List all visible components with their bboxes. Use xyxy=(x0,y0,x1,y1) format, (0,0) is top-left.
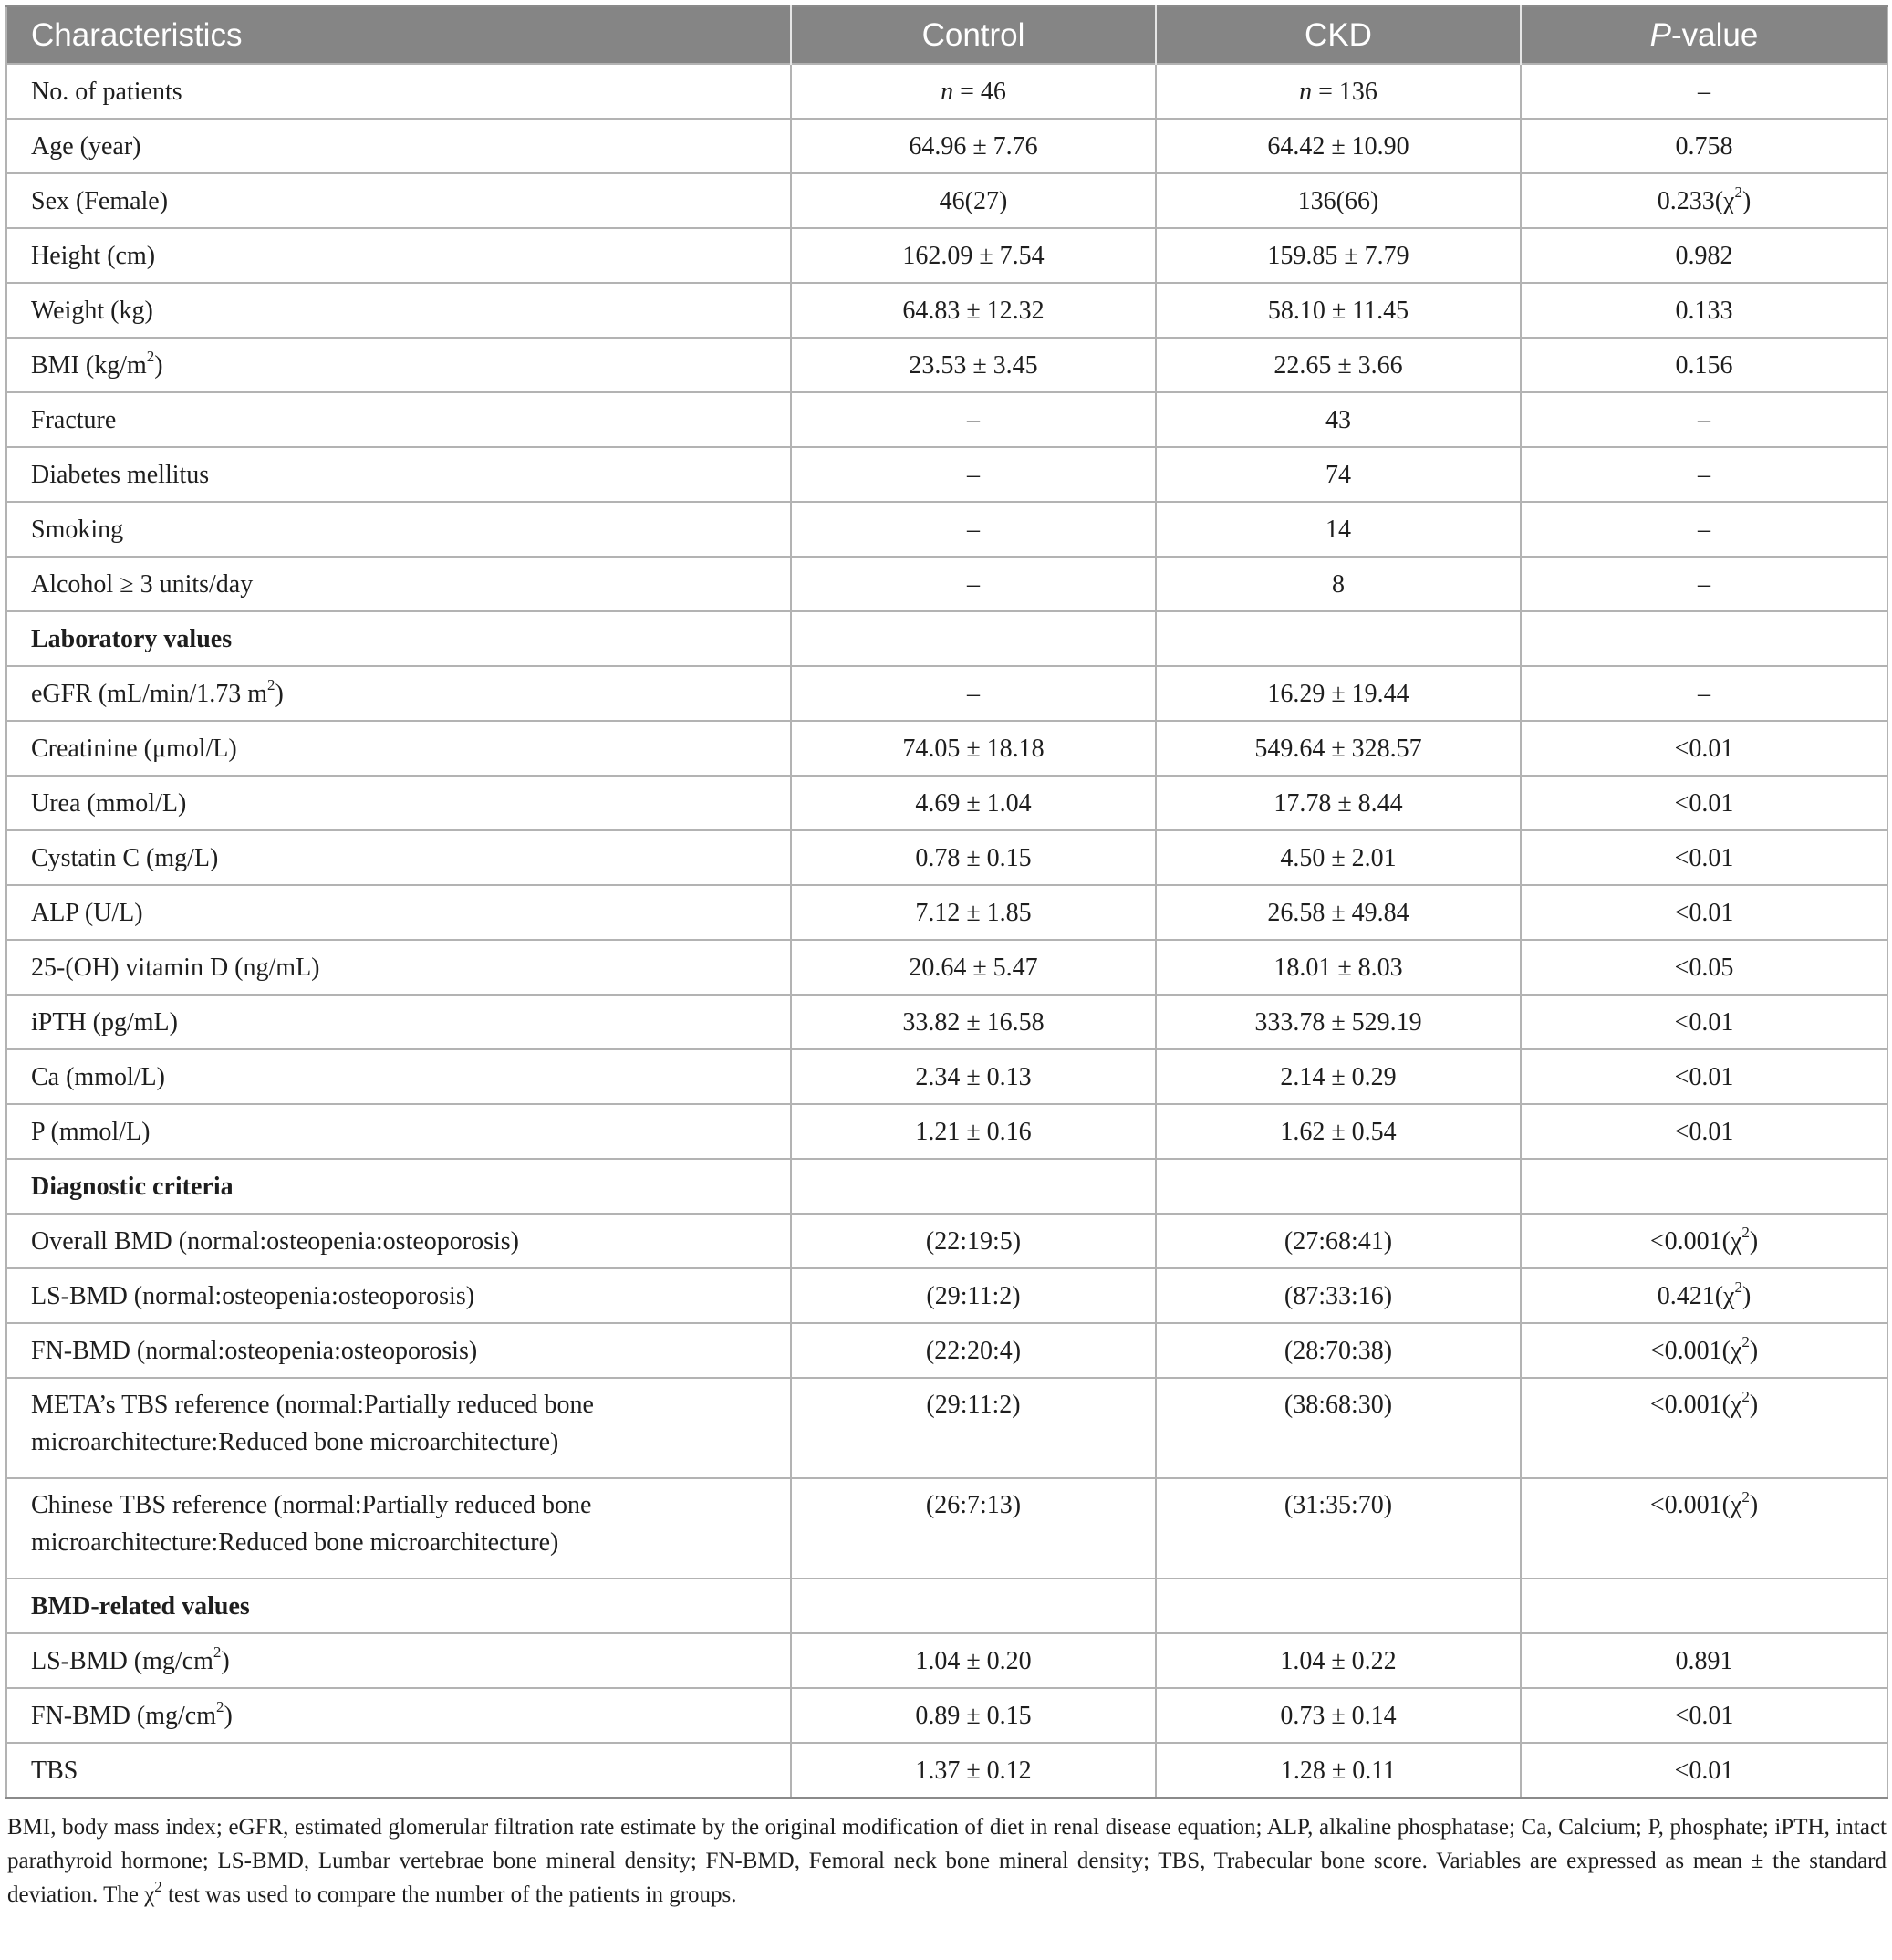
p-value: $<0.001(\chi^2)$ xyxy=(1521,1478,1887,1579)
table-row xyxy=(6,392,1887,447)
p-value: <0.01 xyxy=(1521,1104,1887,1159)
control-value: – xyxy=(791,392,1156,447)
table-row xyxy=(6,1743,1887,1798)
row-label: P (mmol/L) xyxy=(6,1104,791,1159)
p-value: $0.233(\chi^2)$ xyxy=(1521,173,1887,228)
row-label: LS-BMD (normal:osteopenia:osteoporosis) xyxy=(6,1268,791,1323)
row-label: Smoking xyxy=(6,502,791,557)
p-value: <0.05 xyxy=(1521,940,1887,995)
row-label: 25-(OH) vitamin D (ng/mL) xyxy=(6,940,791,995)
control-value: 64.83 ± 12.32 xyxy=(791,283,1156,338)
table-row xyxy=(6,940,1887,995)
p-value: <0.01 xyxy=(1521,1743,1887,1798)
control-value: 1.21 ± 0.16 xyxy=(791,1104,1156,1159)
ckd-value: 1.28 ± 0.11 xyxy=(1156,1743,1521,1798)
ckd-value xyxy=(1156,1159,1521,1214)
ckd-value: 22.65 ± 3.66 xyxy=(1156,338,1521,392)
row-label: Sex (Female) xyxy=(6,173,791,228)
row-label: TBS xyxy=(6,1743,791,1798)
table-row xyxy=(6,447,1887,502)
p-value: $<0.001(\chi^2)$ xyxy=(1521,1214,1887,1268)
p-value: $<0.001(\chi^2)$ xyxy=(1521,1378,1887,1478)
ckd-value: 136(66) xyxy=(1156,173,1521,228)
ckd-value: 58.10 ± 11.45 xyxy=(1156,283,1521,338)
control-value: 23.53 ± 3.45 xyxy=(791,338,1156,392)
row-label: Height (cm) xyxy=(6,228,791,283)
p-value: – xyxy=(1521,447,1887,502)
control-value xyxy=(791,1159,1156,1214)
ckd-value: 43 xyxy=(1156,392,1521,447)
ckd-value: (31:35:70) xyxy=(1156,1478,1521,1579)
control-value: (26:7:13) xyxy=(791,1478,1156,1579)
p-value: 0.133 xyxy=(1521,283,1887,338)
control-value: 7.12 ± 1.85 xyxy=(791,885,1156,940)
p-value: <0.01 xyxy=(1521,830,1887,885)
table-row xyxy=(6,1268,1887,1323)
ckd-value: 549.64 ± 328.57 xyxy=(1156,721,1521,776)
row-label: Weight (kg) xyxy=(6,283,791,338)
control-value: 20.64 ± 5.47 xyxy=(791,940,1156,995)
row-label: Laboratory values xyxy=(6,611,791,666)
ckd-value: (27:68:41) xyxy=(1156,1214,1521,1268)
row-label: Alcohol ≥ 3 units/day xyxy=(6,557,791,611)
table-row xyxy=(6,1378,1887,1478)
document xyxy=(5,5,1887,1912)
control-value: 1.37 ± 0.12 xyxy=(791,1743,1156,1798)
p-value xyxy=(1521,611,1887,666)
table-row xyxy=(6,1104,1887,1159)
p-value: 0.758 xyxy=(1521,119,1887,173)
row-label: Ca (mmol/L) xyxy=(6,1049,791,1104)
row-label: Fracture xyxy=(6,392,791,447)
table-row xyxy=(6,830,1887,885)
table-row xyxy=(6,1049,1887,1104)
table-row xyxy=(6,502,1887,557)
control-value: 2.34 ± 0.13 xyxy=(791,1049,1156,1104)
control-value: 46(27) xyxy=(791,173,1156,228)
table-row xyxy=(6,1633,1887,1688)
ckd-value xyxy=(1156,611,1521,666)
ckd-value: 159.85 ± 7.79 xyxy=(1156,228,1521,283)
control-value: – xyxy=(791,557,1156,611)
ckd-value: 333.78 ± 529.19 xyxy=(1156,995,1521,1049)
p-value: 0.982 xyxy=(1521,228,1887,283)
table-row xyxy=(6,776,1887,830)
p-value: <0.01 xyxy=(1521,1688,1887,1743)
table-row xyxy=(6,1214,1887,1268)
table-row xyxy=(6,338,1887,392)
ckd-value: 4.50 ± 2.01 xyxy=(1156,830,1521,885)
control-value: (22:19:5) xyxy=(791,1214,1156,1268)
p-value: – xyxy=(1521,666,1887,721)
p-value: <0.01 xyxy=(1521,885,1887,940)
p-value: 0.156 xyxy=(1521,338,1887,392)
row-label: BMI $(kg/m^2)$ xyxy=(6,338,791,392)
ckd-value xyxy=(1156,1579,1521,1633)
p-value: $<0.001(\chi^2)$ xyxy=(1521,1323,1887,1378)
ckd-value: 17.78 ± 8.44 xyxy=(1156,776,1521,830)
row-label: FN-BMD $(mg/cm^2)$ xyxy=(6,1688,791,1743)
row-label: Overall BMD (normal:osteopenia:osteoporosis) xyxy=(6,1214,791,1268)
table-row xyxy=(6,283,1887,338)
row-label: Diabetes mellitus xyxy=(6,447,791,502)
ckd-value: 64.42 ± 10.90 xyxy=(1156,119,1521,173)
control-value: (29:11:2) xyxy=(791,1378,1156,1478)
table-row xyxy=(6,228,1887,283)
ckd-value: 18.01 ± 8.03 xyxy=(1156,940,1521,995)
control-value: 4.69 ± 1.04 xyxy=(791,776,1156,830)
row-label: BMD-related values xyxy=(6,1579,791,1633)
p-value: $0.421(\chi^2)$ xyxy=(1521,1268,1887,1323)
control-value: n = 46 xyxy=(791,64,1156,119)
row-label: Diagnostic criteria xyxy=(6,1159,791,1214)
p-value: <0.01 xyxy=(1521,776,1887,830)
control-value: 64.96 ± 7.76 xyxy=(791,119,1156,173)
section-row xyxy=(6,1159,1887,1214)
p-value: 0.891 xyxy=(1521,1633,1887,1688)
ckd-value: (38:68:30) xyxy=(1156,1378,1521,1478)
control-value: – xyxy=(791,666,1156,721)
ckd-value: 1.04 ± 0.22 xyxy=(1156,1633,1521,1688)
p-value xyxy=(1521,1579,1887,1633)
p-value: <0.01 xyxy=(1521,995,1887,1049)
control-value: – xyxy=(791,447,1156,502)
control-value xyxy=(791,1579,1156,1633)
header-control: Control xyxy=(791,6,1156,64)
ckd-value: n = 136 xyxy=(1156,64,1521,119)
row-label: ALP (U/L) xyxy=(6,885,791,940)
section-row xyxy=(6,1579,1887,1633)
header-characteristics: Characteristics xyxy=(6,6,791,64)
row-label: META’s TBS reference (normal:Partially reduced bone microarchitecture:Reduced bone microarchitecture) xyxy=(6,1378,791,1478)
row-label: Chinese TBS reference (normal:Partially reduced bone microarchitecture:Reduced bone microarchitecture) xyxy=(6,1478,791,1579)
ckd-value: (28:70:38) xyxy=(1156,1323,1521,1378)
row-label: eGFR (mL/min/1.73 $m^2$) xyxy=(6,666,791,721)
ckd-value: 74 xyxy=(1156,447,1521,502)
table-body xyxy=(6,64,1887,1798)
control-value: 162.09 ± 7.54 xyxy=(791,228,1156,283)
ckd-value: (87:33:16) xyxy=(1156,1268,1521,1323)
control-value: 0.89 ± 0.15 xyxy=(791,1688,1156,1743)
header-p-value: P-value xyxy=(1521,6,1887,64)
table-row xyxy=(6,995,1887,1049)
table-row xyxy=(6,885,1887,940)
p-value: – xyxy=(1521,502,1887,557)
control-value: 74.05 ± 18.18 xyxy=(791,721,1156,776)
control-value: (22:20:4) xyxy=(791,1323,1156,1378)
table-row xyxy=(6,119,1887,173)
table-row xyxy=(6,557,1887,611)
row-label: Urea (mmol/L) xyxy=(6,776,791,830)
row-label: Creatinine (μmol/L) xyxy=(6,721,791,776)
row-label: Cystatin C (mg/L) xyxy=(6,830,791,885)
ckd-value: 14 xyxy=(1156,502,1521,557)
p-value: – xyxy=(1521,392,1887,447)
p-value: <0.01 xyxy=(1521,1049,1887,1104)
row-label: iPTH (pg/mL) xyxy=(6,995,791,1049)
ckd-value: 8 xyxy=(1156,557,1521,611)
row-label: FN-BMD (normal:osteopenia:osteoporosis) xyxy=(6,1323,791,1378)
table-row xyxy=(6,1688,1887,1743)
ckd-value: 0.73 ± 0.14 xyxy=(1156,1688,1521,1743)
characteristics-table xyxy=(5,5,1888,1799)
ckd-value: 16.29 ± 19.44 xyxy=(1156,666,1521,721)
p-value: – xyxy=(1521,557,1887,611)
control-value xyxy=(791,611,1156,666)
table-row xyxy=(6,1478,1887,1579)
ckd-value: 1.62 ± 0.54 xyxy=(1156,1104,1521,1159)
table-row xyxy=(6,64,1887,119)
row-label: Age (year) xyxy=(6,119,791,173)
table-footnote: BMI, body mass index; eGFR, estimated glomerular filtration rate estimate by the original modification of diet in renal disease equation; ALP, alkaline phosphatase; Ca, Calcium; P, phosphate; iPTH, intact parathyroid hormone; LS-BMD, Lumbar vertebrae bone mineral density; FN-BMD, Femoral neck bone mineral density; TBS, Trabecular bone score. Variables are expressed as mean ± the standard deviation. The $\chi^2$ test was used to compare the number of the patients in groups. xyxy=(7,1815,1887,1907)
table-row xyxy=(6,173,1887,228)
p-value: – xyxy=(1521,64,1887,119)
table-row xyxy=(6,1323,1887,1378)
section-row xyxy=(6,611,1887,666)
p-value: <0.01 xyxy=(1521,721,1887,776)
row-label: LS-BMD $(mg/cm^2)$ xyxy=(6,1633,791,1688)
p-value xyxy=(1521,1159,1887,1214)
ckd-value: 26.58 ± 49.84 xyxy=(1156,885,1521,940)
row-label: No. of patients xyxy=(6,64,791,119)
control-value: 1.04 ± 0.20 xyxy=(791,1633,1156,1688)
table-row xyxy=(6,721,1887,776)
control-value: 0.78 ± 0.15 xyxy=(791,830,1156,885)
control-value: (29:11:2) xyxy=(791,1268,1156,1323)
header-ckd: CKD xyxy=(1156,6,1521,64)
table-header-row xyxy=(6,6,1887,64)
table-row xyxy=(6,666,1887,721)
control-value: 33.82 ± 16.58 xyxy=(791,995,1156,1049)
ckd-value: 2.14 ± 0.29 xyxy=(1156,1049,1521,1104)
control-value: – xyxy=(791,502,1156,557)
